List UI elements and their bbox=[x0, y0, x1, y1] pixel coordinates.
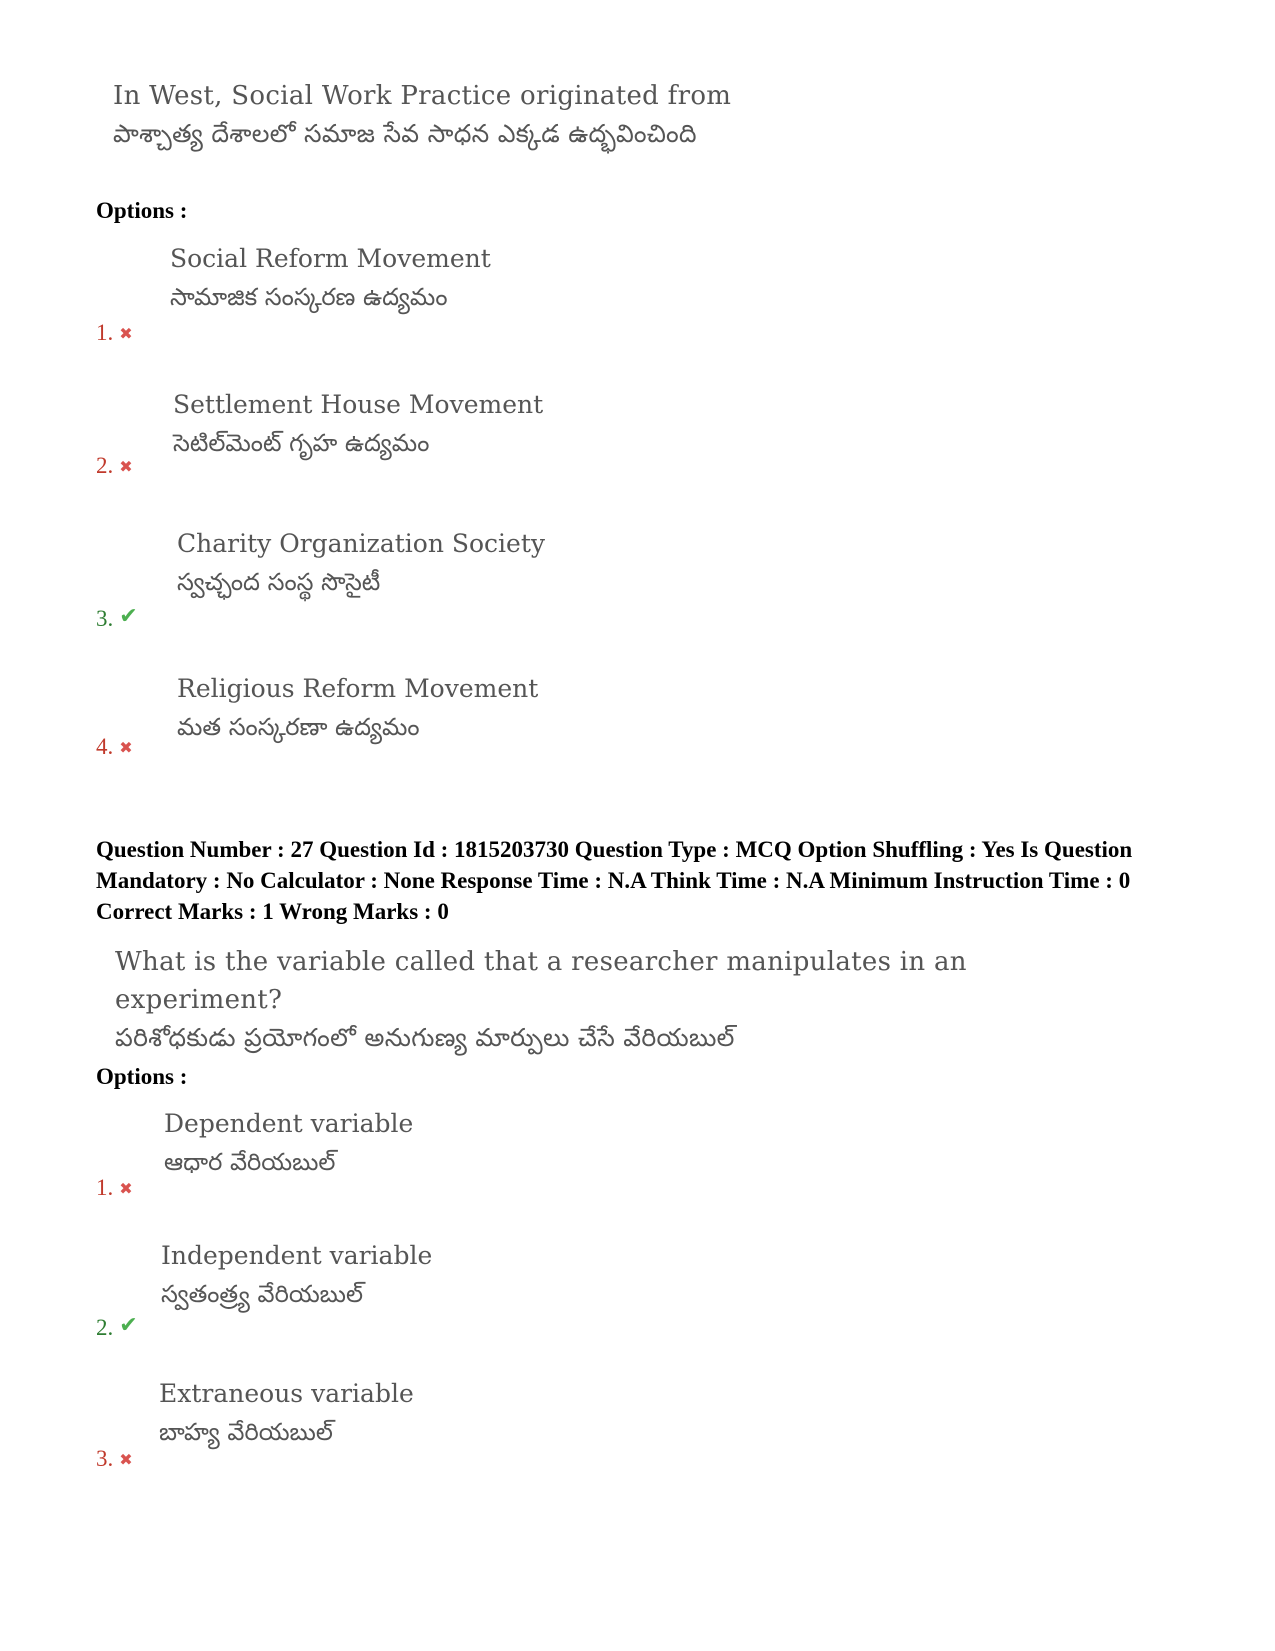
option-text-telugu: బాహ్య వేరియబుల్ bbox=[159, 1418, 333, 1446]
cross-icon: ✖ bbox=[119, 459, 133, 476]
option-1 bbox=[96, 1105, 896, 1205]
check-icon: ✔ bbox=[119, 1312, 138, 1337]
option-2 bbox=[96, 1237, 896, 1340]
option-3 bbox=[96, 1375, 896, 1475]
option-text-telugu: ఆధార వేరియబుల్ bbox=[164, 1148, 336, 1176]
option-number: 1. ✖ bbox=[96, 1175, 133, 1200]
option-3 bbox=[96, 525, 896, 631]
option-number: 2. ✔ bbox=[96, 1312, 138, 1340]
option-text bbox=[161, 1237, 432, 1313]
option-4 bbox=[96, 670, 896, 770]
question-27-text bbox=[115, 943, 967, 1057]
option-1 bbox=[96, 240, 896, 345]
options-label: Options : bbox=[96, 1064, 188, 1089]
metadata-line: Question Number : 27 Question Id : 1815203730 Question Type : MCQ Option Shuffling : Yes Is Question bbox=[96, 837, 1133, 862]
question-27-text-english: What is the variable called that a researcher manipulates in an bbox=[115, 947, 967, 977]
option-text-english: Independent variable bbox=[161, 1241, 433, 1270]
question-27-metadata bbox=[96, 834, 1206, 927]
option-text-telugu: సామాజిక సంస్కరణ ఉద్యమం bbox=[170, 283, 448, 311]
option-text-english: Religious Reform Movement bbox=[177, 674, 539, 703]
option-text bbox=[177, 525, 545, 601]
check-icon: ✔ bbox=[119, 603, 138, 628]
options-label: Options : bbox=[96, 198, 188, 223]
question-26-text-telugu: పాశ్చాత్య దేశాలలో సమాజ సేవ సాధన ఎక్కడ ఉద్భవించింది bbox=[113, 119, 697, 148]
option-text-telugu: స్వతంత్ర్య వేరియబుల్ bbox=[161, 1280, 364, 1308]
option-text-telugu: సెటిల్‌మెంట్ గృహ ఉద్యమం bbox=[173, 429, 430, 457]
option-text bbox=[177, 670, 538, 746]
option-text bbox=[164, 1105, 413, 1181]
option-text bbox=[173, 386, 543, 462]
question-26-text-english: In West, Social Work Practice originated from bbox=[113, 81, 732, 111]
option-number: 3. ✖ bbox=[96, 1446, 133, 1471]
option-text-telugu: మత సంస్కరణా ఉద్యమం bbox=[177, 713, 420, 741]
option-text-english: Charity Organization Society bbox=[177, 529, 546, 558]
question-26-text bbox=[113, 77, 731, 153]
option-number: 2. ✖ bbox=[96, 453, 133, 478]
question-27-text-telugu: పరిశోధకుడు ప్రయోగంలో అనుగుణ్య మార్పులు చేసే వేరియబుల్ bbox=[115, 1023, 735, 1052]
option-text-english: Social Reform Movement bbox=[170, 244, 491, 273]
cross-icon: ✖ bbox=[119, 326, 133, 343]
option-text bbox=[159, 1375, 414, 1451]
option-2 bbox=[96, 386, 896, 486]
option-number: 4. ✖ bbox=[96, 734, 133, 759]
metadata-line: Correct Marks : 1 Wrong Marks : 0 bbox=[96, 899, 449, 924]
option-number: 1. ✖ bbox=[96, 320, 133, 345]
question-27-text-english-cont: experiment? bbox=[115, 985, 283, 1015]
cross-icon: ✖ bbox=[119, 1452, 133, 1469]
option-number: 3. ✔ bbox=[96, 603, 138, 631]
option-text-english: Settlement House Movement bbox=[173, 390, 544, 419]
cross-icon: ✖ bbox=[119, 1181, 133, 1198]
option-text-english: Dependent variable bbox=[164, 1109, 414, 1138]
option-text bbox=[170, 240, 491, 316]
cross-icon: ✖ bbox=[119, 740, 133, 757]
option-text-english: Extraneous variable bbox=[159, 1379, 414, 1408]
metadata-line: Mandatory : No Calculator : None Response Time : N.A Think Time : N.A Minimum Instruction Time : 0 bbox=[96, 868, 1131, 893]
option-text-telugu: స్వచ్ఛంద సంస్థ సొసైటీ bbox=[177, 568, 381, 596]
